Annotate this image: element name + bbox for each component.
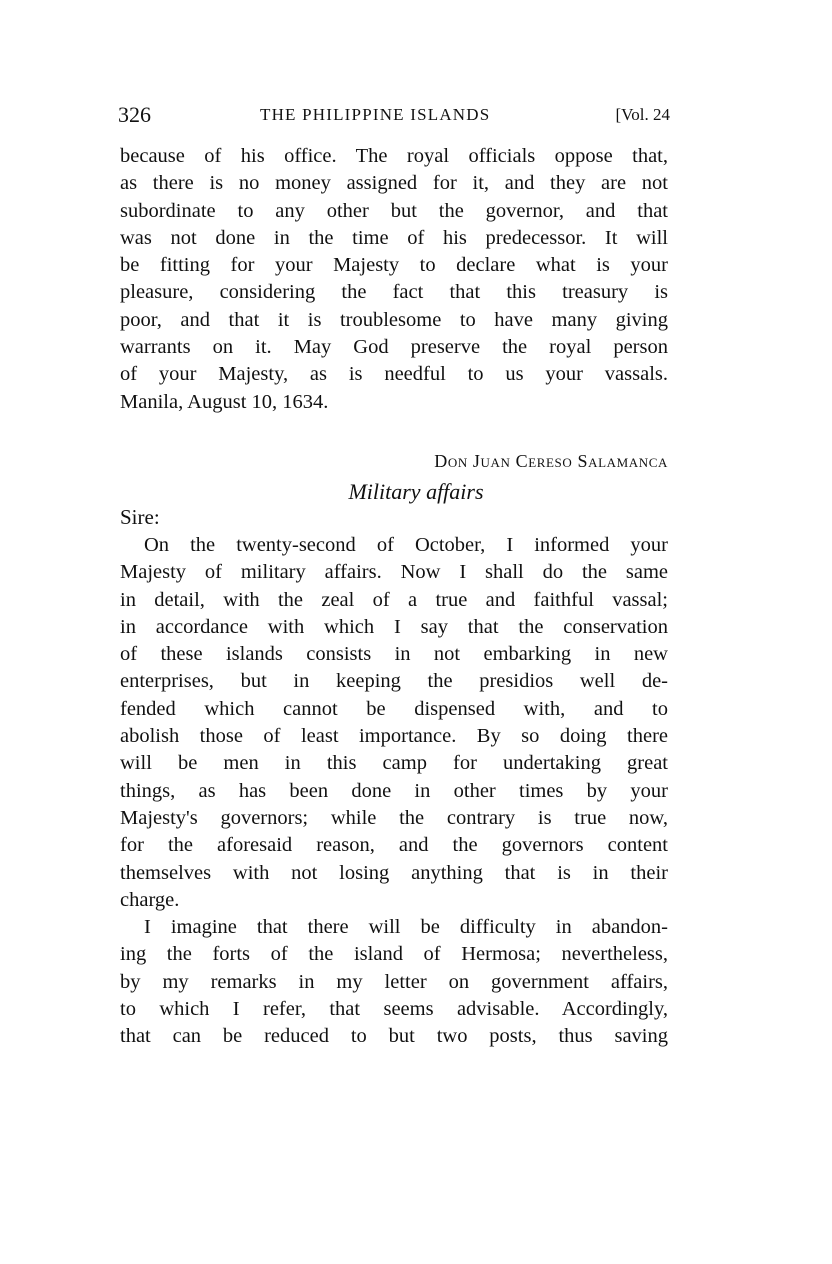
running-header <box>118 100 670 130</box>
text-line: enterprises, but in keeping the presidios well de- <box>120 670 668 693</box>
military-affairs-body <box>120 532 668 1051</box>
text-line: Majesty of military affairs. Now I shall do the same <box>120 561 668 584</box>
text-line: warrants on it. May God preserve the royal person <box>120 336 668 359</box>
text-line: in accordance with which I say that the conservation <box>120 615 668 638</box>
text-line: of these islands consists in not embarking in new <box>120 643 668 666</box>
text-line: for the aforesaid reason, and the governors content <box>120 834 668 857</box>
text-line: Manila, August 10, 1634. <box>120 390 329 413</box>
text-line: by my remarks in my letter on government affairs, <box>120 970 668 993</box>
text-line: in detail, with the zeal of a true and faithful vassal; <box>120 588 668 611</box>
signature: Don Juan Cereso Salamanca <box>434 451 668 471</box>
text-line: Majesty's governors; while the contrary is true now, <box>120 806 668 829</box>
text-line: I imagine that there will be difficulty in abandon- <box>144 916 668 939</box>
page-number: 326 <box>118 102 151 127</box>
text-line: was not done in the time of his predecessor. It will <box>120 226 668 249</box>
text-line: charge. <box>120 888 180 911</box>
text-line: On the twenty-second of October, I informed your <box>144 534 668 556</box>
text-line: of your Majesty, as is needful to us your vassals. <box>120 363 668 386</box>
letter-closing-paragraph <box>120 143 668 416</box>
text-line: poor, and that it is troublesome to have many giving <box>120 308 668 331</box>
text-line: that can be reduced to but two posts, thus saving <box>120 1025 668 1048</box>
text-line: abolish those of least importance. By so doing there <box>120 725 668 748</box>
text-line: because of his office. The royal officials oppose that, <box>120 145 668 167</box>
running-title: THE PHILIPPINE ISLANDS <box>260 105 491 124</box>
text-line: subordinate to any other but the governor, and that <box>120 199 668 222</box>
text-line: as there is no money assigned for it, and they are not <box>120 172 668 195</box>
text-line: to which I refer, that seems advisable. Accordingly, <box>120 998 668 1021</box>
salutation: Sire: <box>120 505 160 529</box>
text-line: be fitting for your Majesty to declare what is your <box>120 254 668 277</box>
section-heading: Military affairs <box>348 479 484 504</box>
text-line: things, as has been done in other times by your <box>120 779 668 802</box>
volume-label: [Vol. 24 <box>615 105 670 124</box>
text-line: themselves with not losing anything that is in their <box>120 861 668 884</box>
text-line: ing the forts of the island of Hermosa; nevertheless, <box>120 943 668 966</box>
text-line: will be men in this camp for undertaking great <box>120 752 668 775</box>
text-line: fended which cannot be dispensed with, and to <box>120 697 668 720</box>
text-line: pleasure, considering the fact that this treasury is <box>120 281 668 304</box>
